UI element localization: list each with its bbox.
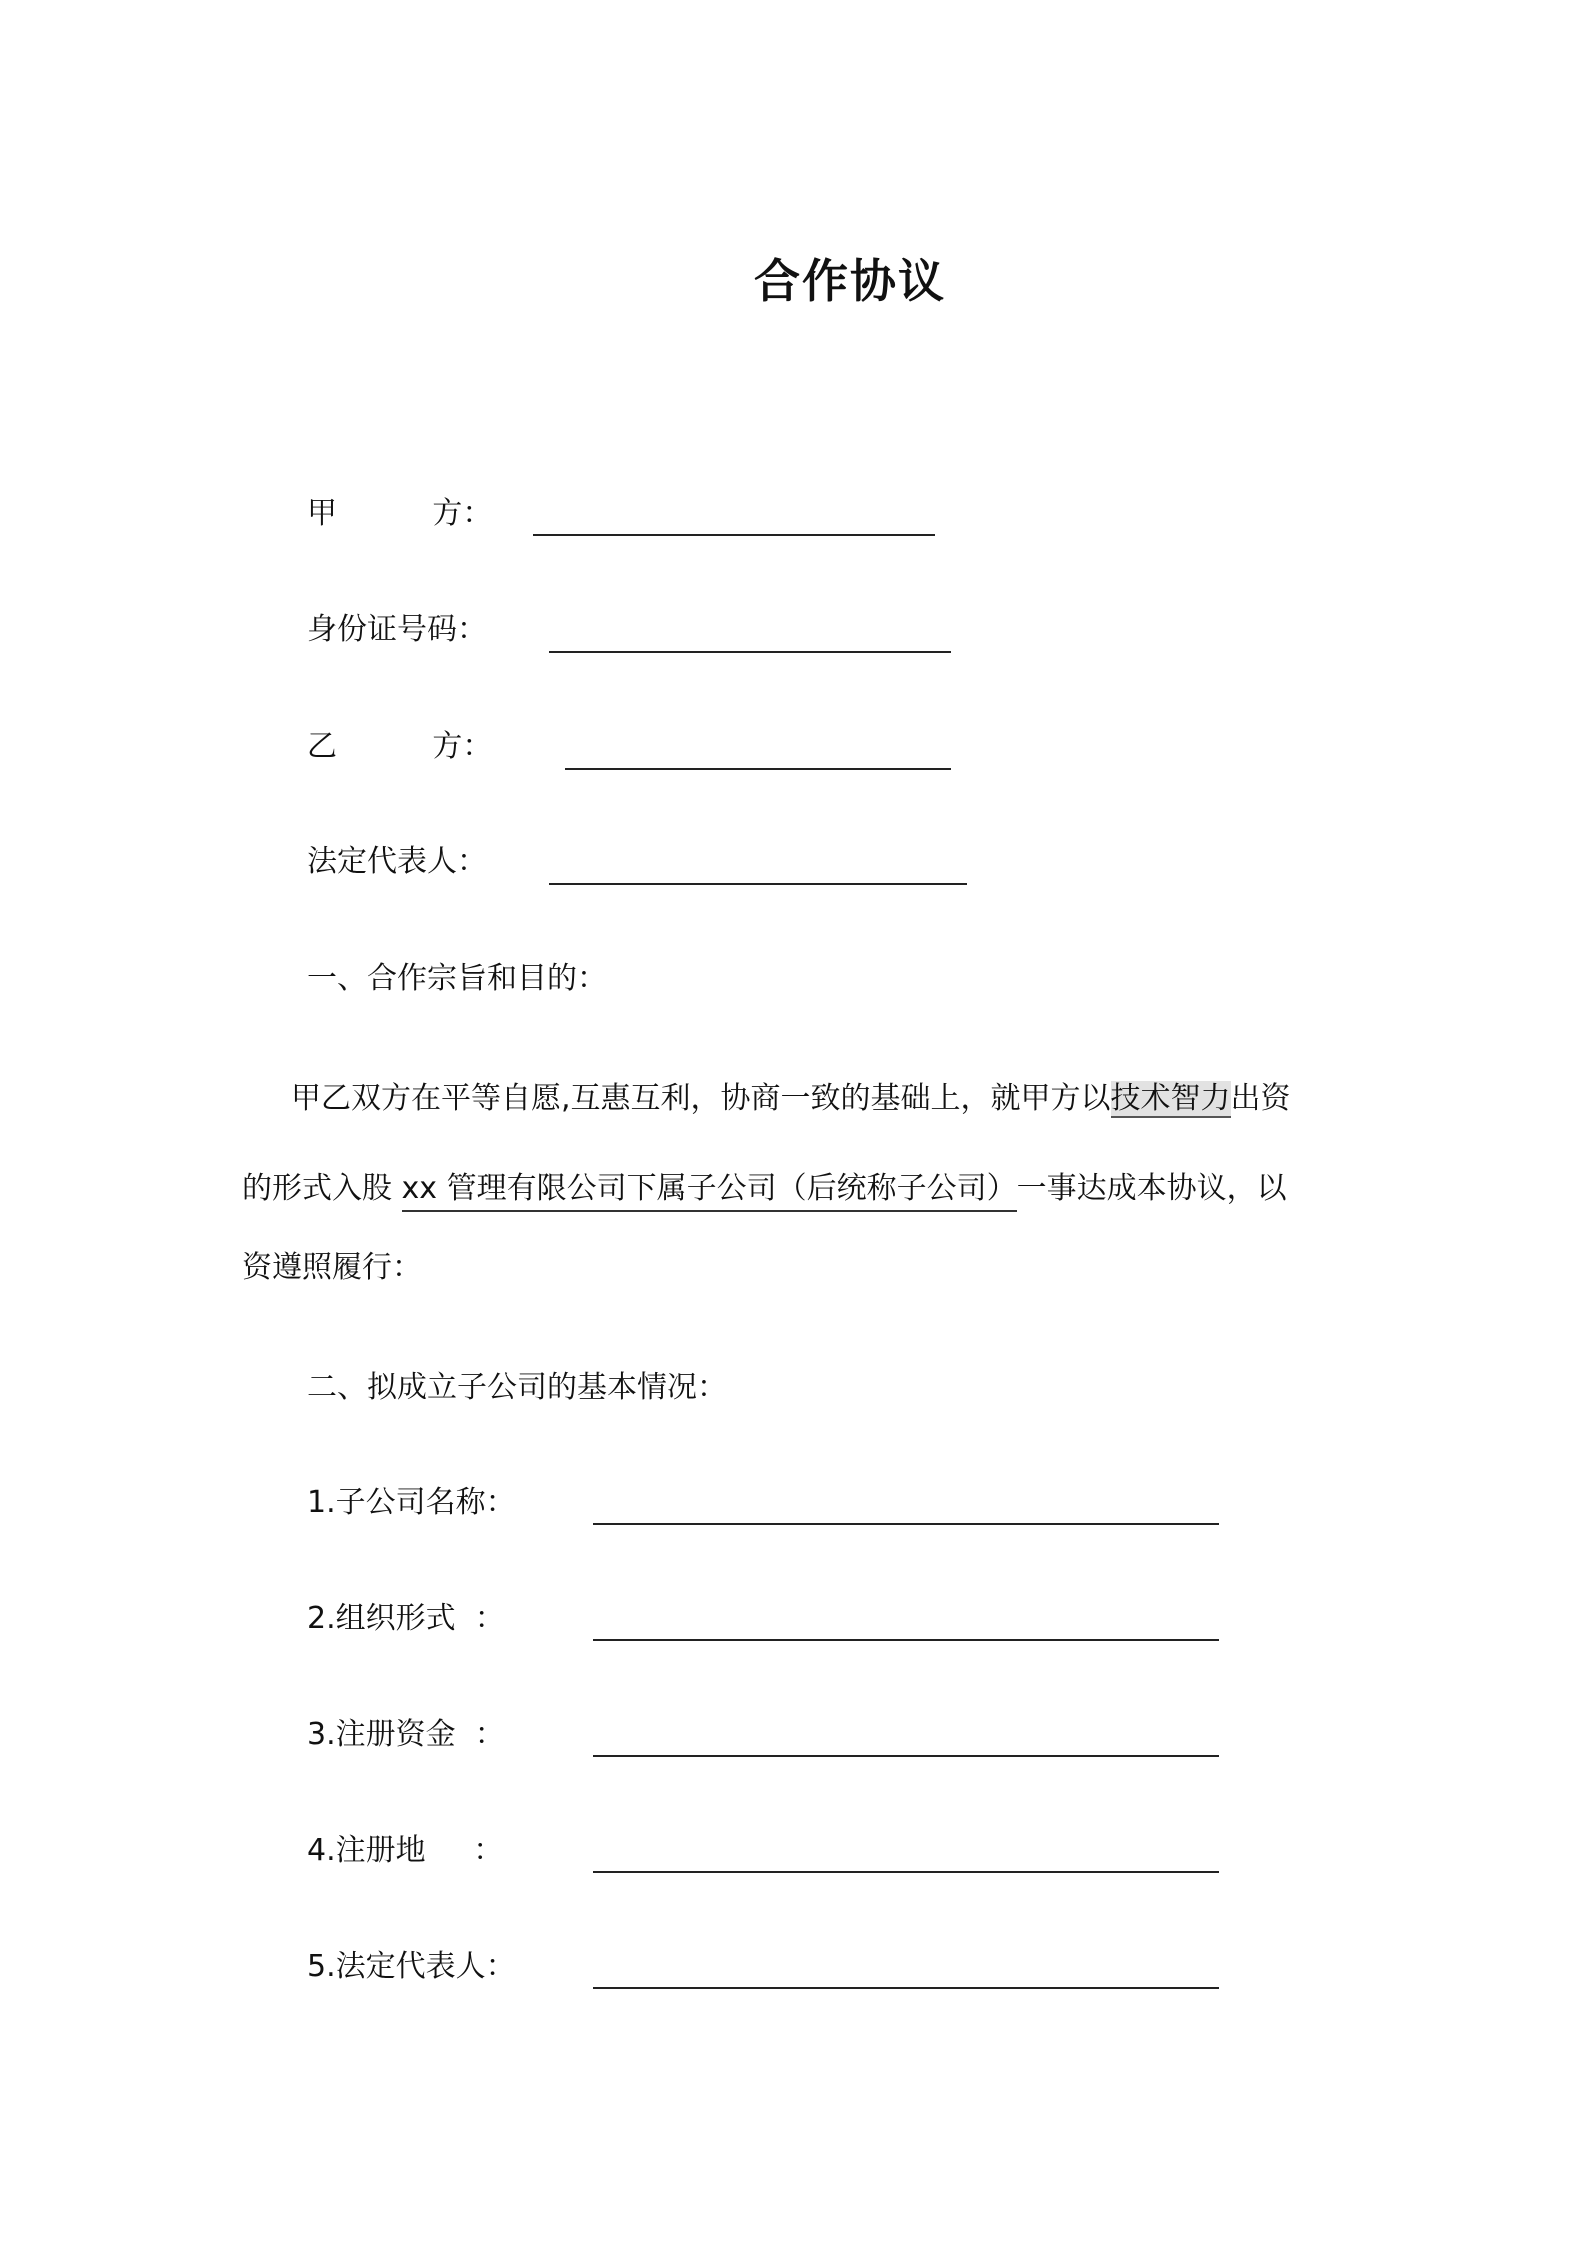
- paragraph-text: 一事达成本协议，以: [1016, 1171, 1287, 1206]
- subsidiary-name-blank[interactable]: [593, 1523, 1219, 1525]
- registered-capital-blank[interactable]: [593, 1755, 1219, 1757]
- legal-rep-blank[interactable]: [549, 883, 967, 885]
- subsidiary-name-label: 1.子公司名称：: [307, 1485, 516, 1520]
- paragraph-text: 出资: [1230, 1081, 1291, 1116]
- registered-capital-label: 3.注册资金 ：: [307, 1717, 505, 1752]
- document-title: 合作协议: [754, 254, 946, 308]
- registered-address-blank[interactable]: [593, 1871, 1219, 1873]
- org-form-label: 2.组织形式 ：: [307, 1601, 505, 1636]
- section1-heading: 一、合作宗旨和目的：: [307, 961, 607, 996]
- section1-paragraph-line3: 资遵照履行：: [242, 1250, 422, 1285]
- registered-address-label: 4.注册地 ：: [307, 1833, 504, 1868]
- highlighted-term: 技术智力: [1110, 1081, 1231, 1116]
- party-b-label: 乙 方：: [307, 729, 493, 764]
- org-form-blank[interactable]: [593, 1639, 1219, 1641]
- paragraph-text: 的形式入股: [242, 1171, 402, 1206]
- paragraph-text: 甲乙双方在平等自愿,互惠互利，协商一致的基础上，就甲方以: [291, 1081, 1111, 1116]
- subsidiary-legal-rep-label: 5.法定代表人：: [307, 1949, 516, 1984]
- party-a-label: 甲 方：: [307, 496, 493, 531]
- section1-paragraph-line2: [242, 1171, 1287, 1207]
- party-a-blank[interactable]: [533, 534, 935, 536]
- section2-heading: 二、拟成立子公司的基本情况：: [307, 1370, 727, 1405]
- company-name-underlined: xx 管理有限公司下属子公司（后统称子公司）: [402, 1171, 1017, 1212]
- subsidiary-legal-rep-blank[interactable]: [593, 1987, 1219, 1989]
- id-number-blank[interactable]: [549, 651, 951, 653]
- party-b-blank[interactable]: [565, 768, 951, 770]
- id-number-label: 身份证号码：: [307, 612, 487, 647]
- section1-paragraph-line1: [291, 1081, 1291, 1117]
- legal-rep-label: 法定代表人：: [307, 844, 487, 879]
